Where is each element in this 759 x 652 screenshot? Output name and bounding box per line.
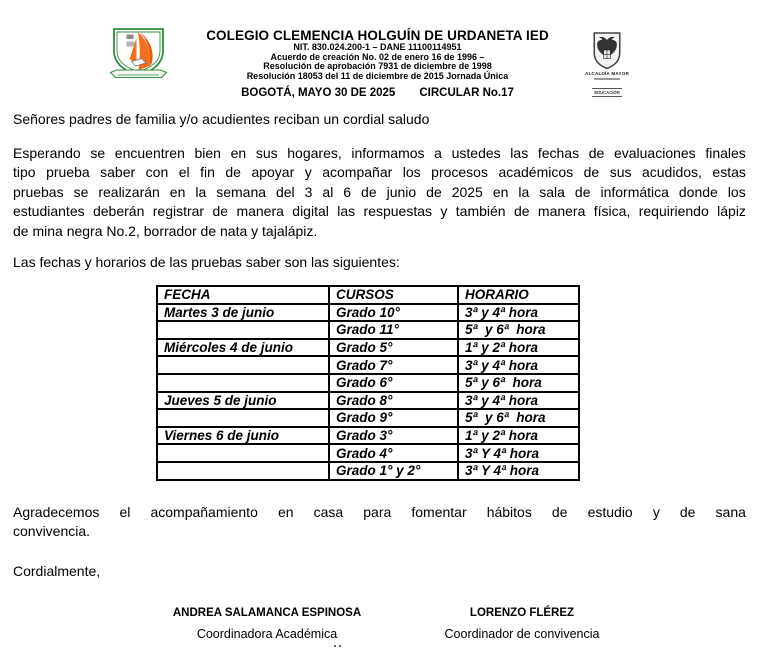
cell-horario: 5ª y 6ª hora — [458, 409, 579, 427]
cell-fecha: Jueves 5 de junio — [157, 392, 329, 410]
cell-curso: Grado 8° — [329, 392, 458, 410]
header-horario: HORARIO — [458, 286, 579, 304]
schedule-table — [156, 285, 580, 481]
letterhead — [150, 28, 605, 99]
main-paragraph — [13, 144, 746, 241]
header-fecha: FECHA — [157, 286, 329, 304]
city-date: BOGOTÁ, MAYO 30 DE 2025 — [241, 87, 396, 100]
circular-number: CIRCULAR No.17 — [419, 87, 514, 100]
cell-horario: 3ª y 4ª hora — [458, 304, 579, 322]
table-row — [157, 409, 579, 427]
alcaldia-seal-icon — [581, 31, 633, 99]
signer-title: Coordinadora Académica — [196, 627, 338, 641]
cell-horario: 3ª Y 4ª hora — [458, 462, 579, 480]
table-row — [157, 356, 579, 374]
resolucion-line-2: Resolución 18053 del 11 de diciembre de 2015 Jornada Única — [246, 70, 509, 81]
date-circular-line — [150, 87, 605, 99]
cell-curso: Grado 5° — [329, 339, 458, 357]
cell-curso: Grado 10° — [329, 304, 458, 322]
table-header-row — [157, 286, 579, 304]
cell-fecha — [157, 462, 329, 480]
signature-block-academic — [159, 606, 375, 641]
cell-curso: Grado 11° — [329, 321, 458, 339]
cell-curso: Grado 3° — [329, 427, 458, 445]
table-row — [157, 374, 579, 392]
paragraph-line: estudiantes deberán registrar de manera digital las respuestas y también de manera física, requiriendo lápiz — [13, 203, 746, 220]
cell-curso: Grado 6° — [329, 374, 458, 392]
paragraph-line: pruebas se realizarán en la semana del 3 al 6 de junio de 2025 en la sala de informática donde los — [13, 183, 746, 200]
signature-block-convivencia — [414, 606, 630, 641]
cell-fecha: Miércoles 4 de junio — [157, 339, 329, 357]
header-cursos: CURSOS — [329, 286, 458, 304]
cell-fecha: Martes 3 de junio — [157, 304, 329, 322]
table-row — [157, 304, 579, 322]
cell-fecha — [157, 356, 329, 374]
cell-horario: 1ª y 2ª hora — [458, 339, 579, 357]
cell-horario: 3ª y 4ª hora — [458, 392, 579, 410]
cell-fecha — [157, 409, 329, 427]
seal-smudge — [594, 78, 620, 80]
cell-curso: Grado 9° — [329, 409, 458, 427]
cell-horario: 5ª y 6ª hora — [458, 374, 579, 392]
paragraph-line: de mina negra No.2, borrador de nata y tajalápiz. — [13, 222, 318, 239]
table-row — [157, 427, 579, 445]
cell-horario: 3ª y 4ª hora — [458, 356, 579, 374]
table-row — [157, 321, 579, 339]
cell-curso: Grado 1° y 2° — [329, 462, 458, 480]
closing-line: Agradecemos el acompañamiento en casa para fomentar hábitos de estudio y de sana — [13, 504, 746, 520]
cell-horario: 3ª Y 4ª hora — [458, 444, 579, 462]
seal-title: ALCALDÍA MAYOR — [584, 71, 630, 76]
resolucion-line-1: Resolución de aprobación 7931 de diciembre de 1998 — [263, 61, 492, 72]
salutation-line: Cordialmente, — [13, 563, 101, 579]
cell-horario: 1ª y 2ª hora — [458, 427, 579, 445]
signer-title: Coordinador de convivencia — [444, 627, 600, 641]
cell-curso: Grado 7° — [329, 356, 458, 374]
table-row — [157, 462, 579, 480]
cell-fecha — [157, 374, 329, 392]
nit-line: NIT. 830.024.200-1 – DANE 11100114951 — [293, 42, 462, 52]
table-intro-line: Las fechas y horarios de las pruebas saber son las siguientes: — [13, 254, 400, 270]
cutoff-text-mark — [334, 645, 342, 648]
greeting-line: Señores padres de familia y/o acudientes reciban un cordial saludo — [13, 111, 430, 127]
signer-name: ANDREA SALAMANCA ESPINOSA — [172, 607, 362, 619]
acuerdo-line: Acuerdo de creación No. 02 de enero 16 de 1996 – — [270, 51, 485, 62]
table-row — [157, 339, 579, 357]
closing-paragraph — [13, 503, 746, 542]
paragraph-line: tipo prueba saber con el fin de apoyar y acompañar los procesos académicos de sus acudidos, estas — [13, 164, 746, 181]
table-row — [157, 444, 579, 462]
cell-fecha — [157, 321, 329, 339]
closing-line: convivencia. — [13, 523, 91, 540]
signer-name: LORENZO FLÉREZ — [469, 607, 575, 619]
cell-horario: 5ª y 6ª hora — [458, 321, 579, 339]
table-row — [157, 392, 579, 410]
school-name: COLEGIO CLEMENCIA HOLGUÍN DE URDANETA IED — [206, 28, 549, 43]
cell-fecha: Viernes 6 de junio — [157, 427, 329, 445]
cell-fecha — [157, 444, 329, 462]
paragraph-line: Esperando se encuentren bien en sus hogares, informamos a ustedes las fechas de evaluaciones finales — [13, 145, 746, 161]
seal-subtitle: EDUCACIÓN — [594, 90, 620, 95]
cell-curso: Grado 4° — [329, 444, 458, 462]
